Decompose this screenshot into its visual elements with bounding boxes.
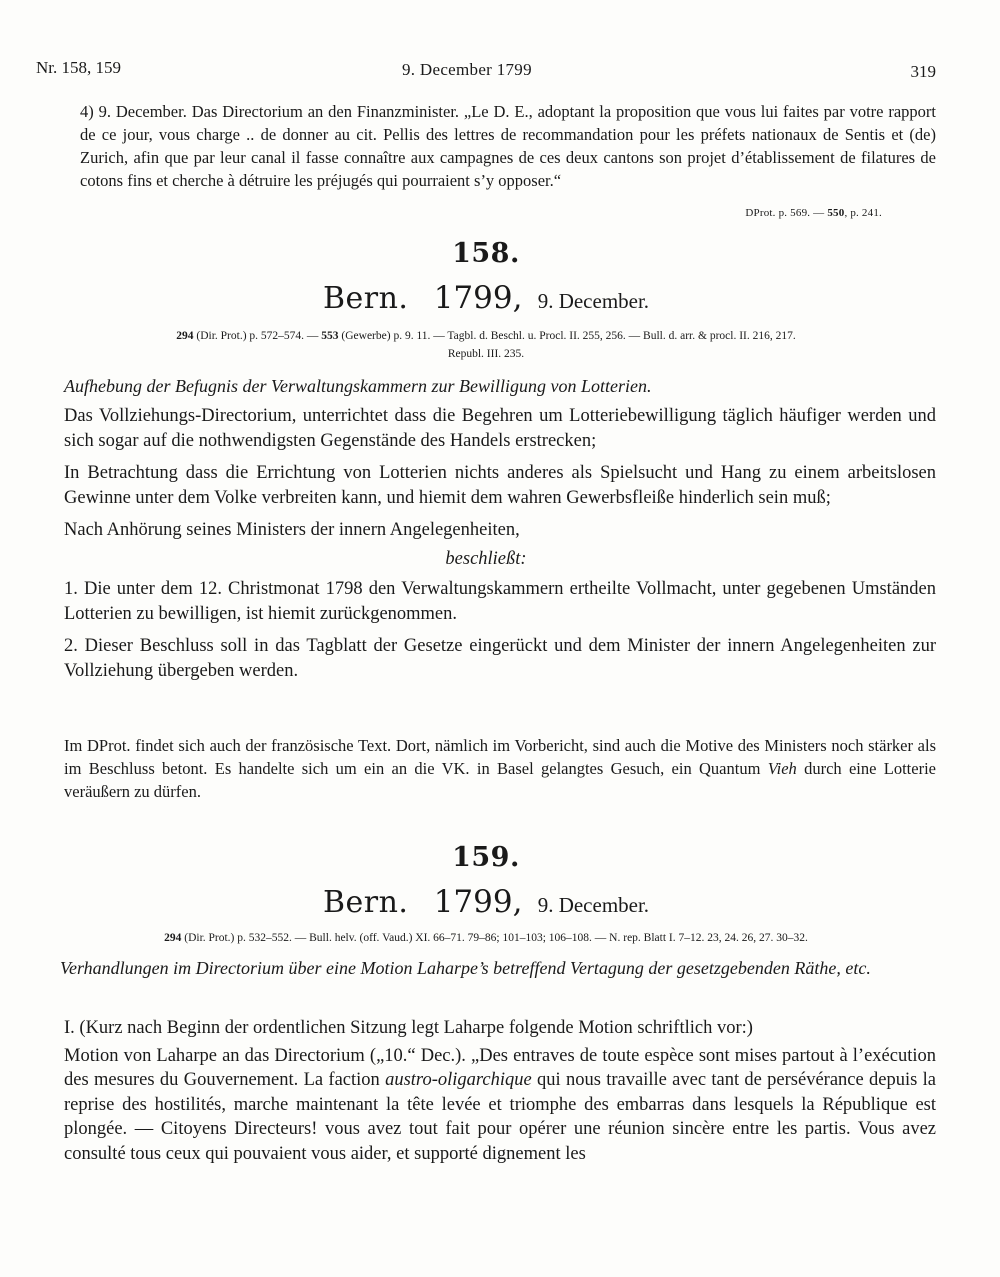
doc-158-sources xyxy=(36,327,936,363)
doc-158-article-2: 2. Dieser Beschluss soll in das Tagblatt der Gesetze eingerückt und dem Minister der innern Angelegenheiten zur Vollziehung übergeben werden. xyxy=(64,636,936,681)
doc-158-note xyxy=(36,734,936,803)
entry-4-source xyxy=(745,202,882,225)
doc-159-heading xyxy=(36,884,936,920)
document-page xyxy=(36,0,936,1277)
doc-158-sources-b: (Dir. Prot.) p. 572–574. — xyxy=(193,330,322,342)
doc-158-note-a: Im DProt. findet sich auch der französische Text. Dort, nämlich im Vorbericht, sind auch die Motive des Ministers noch stärker als im Beschluss betont. Es handelte sich um ein an die VK. in Basel gelangtes Gesuch, ein Quantum xyxy=(64,736,936,778)
doc-158-sources-d: (Gewerbe) p. 9. 11. — Tagbl. d. Beschl. u. Procl. II. 255, 256. — Bull. d. arr. & procl. II. 216, 217. xyxy=(338,330,796,342)
doc-159-body xyxy=(36,1016,936,1166)
doc-158-preamble-1: Das Vollziehungs-Directorium, unterrichtet dass die Begehren um Lotteriebewilligung täglich häufiger werden und sich sogar auf die nothwendigsten Gegenstände des Handels erstrecken; xyxy=(64,406,936,451)
doc-158-note-c: durch eine Lotterie veräußern zu dürfen. xyxy=(64,759,936,801)
doc-159-year: 1799, xyxy=(433,884,523,920)
running-head xyxy=(36,58,936,82)
doc-159-sources-a: 294 xyxy=(164,932,182,944)
doc-158-resolves: beschließt: xyxy=(445,548,527,569)
doc-159-sources xyxy=(36,929,936,947)
doc-158-preamble-3: Nach Anhörung seines Ministers der innern Angelegenheiten, xyxy=(64,520,520,540)
doc-158-heading xyxy=(36,280,936,316)
running-head-doc-numbers: Nr. 158, 159 xyxy=(36,58,121,77)
entry-4-source-b: 550 xyxy=(827,207,845,219)
doc-159-para-2b: austro-oligarchique xyxy=(385,1070,532,1090)
entry-4-source-a: DProt. p. 569. — xyxy=(745,207,825,219)
doc-158-note-b: Vieh xyxy=(767,759,797,778)
doc-158-note-text xyxy=(36,734,936,803)
entry-4-source-c: , p. 241. xyxy=(844,207,882,219)
doc-159-para-2c: qui nous travaille avec tant de persévérance depuis la reprise des hostilités, marche maintenant la tête levée et triomphe des embarras dans lesquels la République est plongée. — Citoyens Directeurs! vous avez tout fait pour opérer une réunion sincère entre les partis. Vous avez consulté tous ceux qui pouvaient vous aider, et supporté dignement les xyxy=(64,1070,936,1164)
doc-159-sources-b: (Dir. Prot.) p. 532–552. — Bull. helv. (off. Vaud.) XI. 66–71. 79–86; 101–103; 106–108. — N. rep. Blatt I. 7–12. 23, 24. 26, 27. 30–32. xyxy=(181,932,808,944)
doc-159-para-2 xyxy=(36,1044,936,1167)
doc-158-day: 9. December. xyxy=(537,289,650,313)
doc-158-number: 158. xyxy=(452,238,520,269)
doc-159-day: 9. December. xyxy=(537,893,650,917)
doc-158-place: Bern. xyxy=(322,281,409,316)
doc-159-title: Verhandlungen im Directorium über eine Motion Laharpe’s betreffend Vertagung der gesetzgebenden Räthe, etc. xyxy=(60,958,871,978)
page-number: 319 xyxy=(910,62,936,81)
doc-158-body xyxy=(36,404,936,683)
doc-159-para-1: I. (Kurz nach Beginn der ordentlichen Sitzung legt Laharpe folgende Motion schriftlich vor:) xyxy=(64,1018,753,1038)
doc-159-number: 159. xyxy=(452,842,520,873)
doc-158-title: Aufhebung der Befugnis der Verwaltungskammern zur Bewilligung von Lotterien. xyxy=(64,376,652,396)
running-head-date: 9. December 1799 xyxy=(402,60,532,79)
entry-4-text: 4) 9. December. Das Directorium an den Finanzminister. „Le D. E., adoptant la proposition que vous lui faites par votre rapport de ce jour, vous charge .. de donner au cit. Pellis des lettres de recommandation pour les préfets nationaux de Sentis et (de) Zurich, afin que par leur canal il fasse connaître aux campagnes de ces deux cantons son projet d’établissement de filatures de cotons fins et cherche à détruire les préjugés qui pourraient s’y opposer.“ xyxy=(80,102,936,190)
doc-158-sources-e: Republ. III. 235. xyxy=(447,348,525,360)
doc-158-sources-c: 553 xyxy=(321,330,339,342)
doc-158-year: 1799, xyxy=(433,280,523,316)
doc-158-preamble-2: In Betrachtung dass die Errichtung von Lotterien nichts anderes als Spielsucht und Hang zu einem arbeitslosen Gewinne unter dem Volke verbreiten kann, und hiemit dem wahren Gewerbsfleiße hinderlich sein muß; xyxy=(64,463,936,508)
doc-158-sources-a: 294 xyxy=(176,330,194,342)
doc-159-place: Bern. xyxy=(322,885,409,920)
doc-159-para-2a: Motion von Laharpe an das Directorium („10.“ Dec.). „Des entraves de toute espèce sont mises partout à l’exécution des mesures du Gouvernement. La faction xyxy=(64,1045,936,1090)
entry-4 xyxy=(36,100,936,219)
doc-158-article-1: 1. Die unter dem 12. Christmonat 1798 den Verwaltungskammern ertheilte Vollmacht, unter gegebenen Umständen Lotterien zu bewilligen, ist hiemit zurückgenommen. xyxy=(64,579,936,624)
